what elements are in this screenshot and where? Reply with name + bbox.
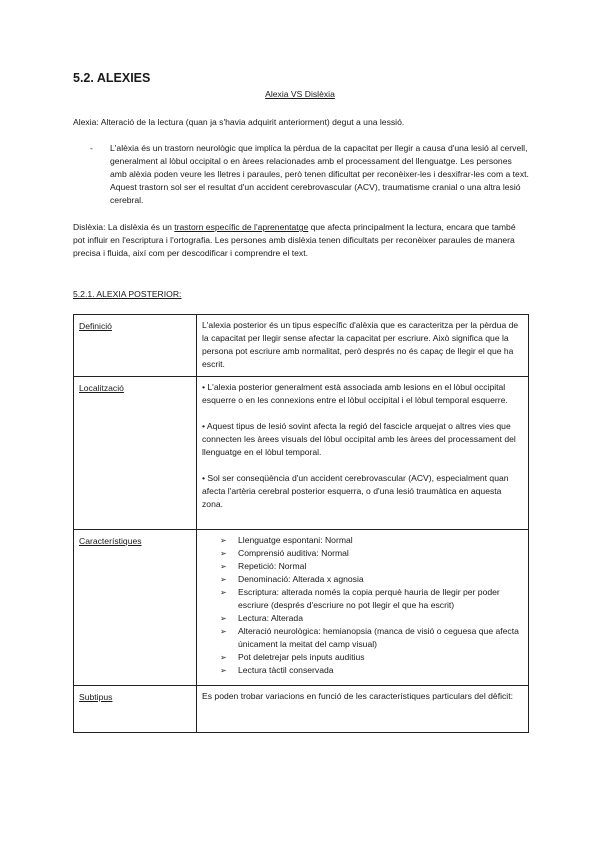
alexia-posterior-table bbox=[73, 314, 529, 733]
table-row-definicio bbox=[74, 315, 529, 377]
table-row-subtipus bbox=[74, 686, 529, 733]
list-item: ➢ Repetició: Normal bbox=[220, 561, 307, 571]
table-row-caracteristiques bbox=[74, 530, 529, 686]
localitzacio-p1: • L'alexia posterior generalment està associada amb lesions en el lòbul occipital esquerre o en les connexions entre el lòbul occipital i el lòbul temporal esquerre. bbox=[202, 382, 508, 405]
localitzacio-p2: • Aquest tipus de lesió sovint afecta la regió del fascicle arquejat o altres vies que connecten les àrees visuals del lòbul occipital amb les àrees del processament del llenguatge en el lòbul temporal. bbox=[202, 421, 516, 457]
list-item: ➢ Denominació: Alterada x agnosia bbox=[220, 574, 364, 584]
row-content-definicio bbox=[197, 315, 529, 377]
definicio-text: L'alexia posterior és un tipus específic d'alèxia que es caracteritza per la pèrdua de la capacitat per llegir sense afectar la capacitat per escriure. Això significa que la persona pot escriure amb normalitat, però després no és capaç de llegir el que ha escrit. bbox=[202, 320, 519, 369]
row-label-definicio: Definició bbox=[74, 315, 197, 377]
row-content-subtipus bbox=[197, 686, 529, 733]
arrow-bullet-icon: ➢ bbox=[220, 562, 227, 571]
list-item: ➢ Lectura tàctil conservada bbox=[220, 665, 334, 675]
row-label-caracteristiques: Característiques bbox=[74, 530, 197, 686]
caracteristiques-list bbox=[202, 534, 523, 677]
arrow-bullet-icon: ➢ bbox=[220, 653, 227, 662]
row-label-subtipus: Subtipus bbox=[74, 686, 197, 733]
arrow-bullet-icon: ➢ bbox=[220, 549, 227, 558]
list-item: ➢ Comprensió auditiva: Normal bbox=[220, 548, 349, 558]
arrow-bullet-icon: ➢ bbox=[220, 666, 227, 675]
table-row-localitzacio bbox=[74, 377, 529, 530]
page-heading: 5.2. ALEXIES bbox=[73, 71, 151, 85]
subtipus-text: Es poden trobar variacions en funció de les característiques particulars del dèficit: bbox=[202, 691, 513, 701]
arrow-bullet-icon: ➢ bbox=[220, 536, 227, 545]
list-item: ➢ Pot deletrejar pels inputs auditius bbox=[220, 652, 365, 662]
alexia-term: Alexia bbox=[73, 117, 97, 127]
bullet-dash: - bbox=[90, 143, 93, 153]
alexia-bullet bbox=[90, 142, 530, 207]
row-content-caracteristiques bbox=[197, 530, 529, 686]
arrow-bullet-icon: ➢ bbox=[220, 575, 227, 584]
dislexia-post-text: que afecta principalment la lectura, encara que també pot influir en l'escriptura i l'ortografia. Les persones amb dislèxia tenen dificultats per reconèixer paraules de manera precisa i fluida, així com per descodificar i comprendre el text. bbox=[73, 222, 516, 258]
alexia-bullet-text: L'alèxia és un trastorn neurològic que implica la pèrdua de la capacitat per llegir a causa d'una lesió al cervell, generalment al lòbul occipital o en àrees relacionades amb el processament del llenguatge. Les persones amb alèxia poden veure les lletres i paraules, però tenen dificultat per reconèixer-les i desxifrar-les com a text. Aquest trastorn sol ser el resultat d'un accident cerebrovascular (ACV), traumatisme cranial o una altra lesió cerebral. bbox=[110, 143, 529, 205]
dislexia-term: Dislèxia bbox=[73, 222, 104, 232]
dislexia-link[interactable]: trastorn específic de l'aprenentatge bbox=[174, 222, 309, 232]
localitzacio-p3: • Sol ser conseqüència d'un accident cerebrovascular (ACV), especialment quan afecta l'artèria cerebral posterior esquerra, o d'una lesió traumàtica en aquesta zona. bbox=[202, 473, 509, 509]
subtitle: Alexia VS Dislèxia bbox=[265, 89, 335, 99]
row-label-localitzacio: Localització bbox=[74, 377, 197, 530]
section-title: 5.2.1. ALEXIA POSTERIOR: bbox=[73, 289, 182, 299]
row-content-localitzacio bbox=[197, 377, 529, 530]
dislexia-definition bbox=[73, 221, 528, 260]
list-item: ➢ Alteració neurològica: hemianopsia (manca de visió o ceguesa que afecta únicament la meitat del camp visual) bbox=[220, 626, 519, 649]
arrow-bullet-icon: ➢ bbox=[220, 588, 227, 597]
list-item: ➢ Llenguatge espontani: Normal bbox=[220, 535, 353, 545]
alexia-definition bbox=[73, 116, 528, 129]
dislexia-pre-text: : La dislèxia és un bbox=[103, 222, 175, 232]
list-item: ➢ Escriptura: alterada només la copia perquè hauria de llegir per poder escriure (després d'escriure no pot llegir el que ha escrit) bbox=[220, 587, 500, 610]
list-item: ➢ Lectura: Alterada bbox=[220, 613, 303, 623]
alexia-definition-text: : Alteració de la lectura (quan ja s'havia adquirit anteriorment) degut a una lessió. bbox=[96, 117, 405, 127]
arrow-bullet-icon: ➢ bbox=[220, 627, 227, 636]
arrow-bullet-icon: ➢ bbox=[220, 614, 227, 623]
